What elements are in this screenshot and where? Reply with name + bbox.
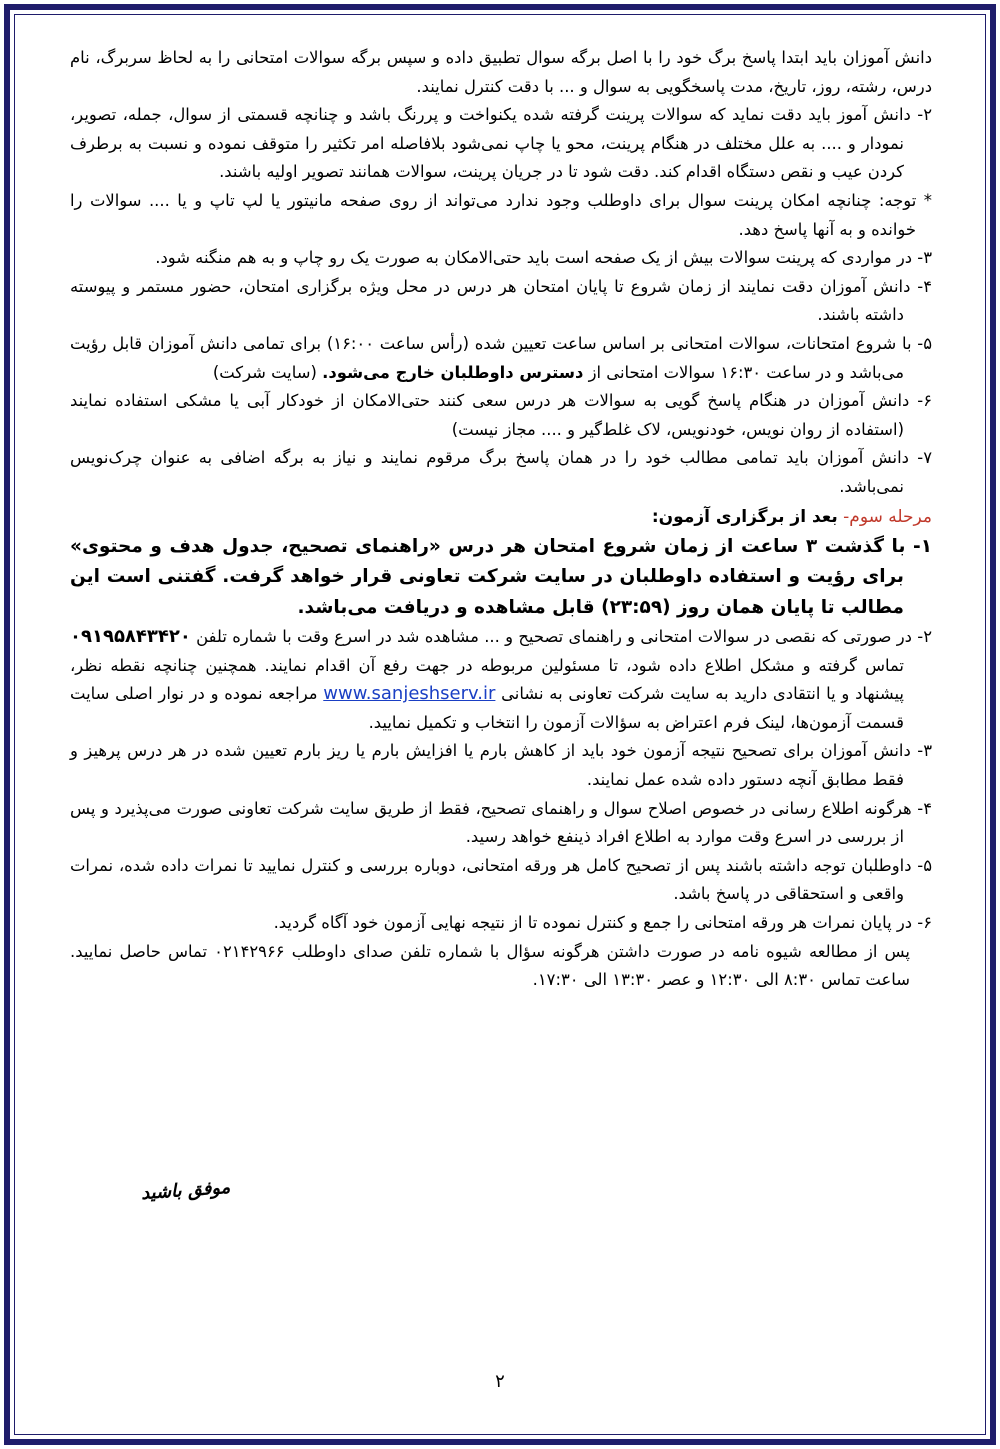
note-paragraph: * توجه: چنانچه امکان پرینت سوال برای داوطلب وجود ندارد می‌تواند از روی صفحه مانیتور یا لپ تاپ و یا .... سوالات را خوانده و به آنها پاسخ دهد. [70, 190, 932, 239]
list-item: ۷- دانش آموزان باید تمامی مطالب خود را در همان پاسخ برگ مرقوم نمایند و نیاز به برگه اضافی به عنوان چرک‌نویس نمی‌باشد. [70, 448, 932, 496]
section-label: مرحله سوم- [837, 506, 932, 527]
page-number: ۲ [495, 1371, 505, 1392]
item2-text-c: مراجعه نموده و در نوار اصلی سایت قسمت آزمون‌ها، لینک فرم اعتراض به سؤالات آزمون را انتخاب و تکمیل نمایید. [70, 684, 904, 732]
item2-text-b: تماس گرفته و مشکل اطلاع داده شود، تا مسئولین مربوطه در جهت رفع آن اقدام نمایند. همچنین چنانچه نقطه نظر، پیشنهاد و یا انتقادی دارید به سایت شرکت تعاونی به نشانی [70, 655, 904, 704]
list-item: ۴- دانش آموزان دقت نمایند از زمان شروع تا پایان امتحان هر درس در محل ویژه برگزاری امتحان، حضور مستمر و پیوسته داشته باشند. [70, 276, 932, 325]
section-heading [70, 502, 932, 532]
closing-paragraph: پس از مطالعه شیوه نامه در صورت داشتن هرگونه سؤال با شماره تلفن صدای داوطلب ۰۲۱۴۲۹۶۶ تماس حاصل نمایید. ساعت تماس ۸:۳۰ الی ۱۲:۳۰ و عصر ۱۳:۳۰ الی ۱۷:۳۰. [70, 941, 910, 990]
list-item [70, 330, 932, 387]
list-item [70, 623, 932, 737]
item5-text: ۵- با شروع امتحانات، سوالات امتحانی بر اساس ساعت تعیین شده (رأس ساعت ۱۶:۰۰) برای تمامی دانش آموزان قابل رؤیت می‌باشد و در ساعت ۱۶:۳۰ سوالات امتحانی از [70, 333, 932, 382]
list-item: ۱- با گذشت ۳ ساعت از زمان شروع امتحان هر درس «راهنمای تصحیح، جدول هدف و محتوی» برای رؤیت و استفاده داوطلبان در سایت شرکت تعاونی قرار خواهد گرفت. گفتنی است این مطالب تا پایان همان روز (۲۳:۵۹) قابل مشاهده و دریافت می‌باشد. [70, 535, 932, 618]
list-item: ۲- دانش آموز باید دقت نماید که سوالات پرینت گرفته شده یکنواخت و پررنگ باشد و چنانچه قسمتی از سوال، جمله، تصویر، نمودار و .... به علل مختلف در هنگام پرینت، محو یا چاپ نمی‌شود بلافاصله امر تکثیر را متوقف نموده و نسبت به برطرف کردن عیب و نقص دستگاه اقدام کند. دقت شود تا در جریان پرینت، سوالات همانند تصویر اولیه باشند. [70, 105, 932, 182]
website-link[interactable]: www.sanjeshserv.ir [323, 683, 496, 705]
item2-text-a: ۲- در صورتی که نقصی در سوالات امتحانی و راهنمای تصحیح و ... مشاهده شد در اسرع وقت با شماره تلفن [190, 627, 932, 646]
list-item: ۴- هرگونه اطلاع رسانی در خصوص اصلاح سوال و راهنمای تصحیح، فقط از طریق سایت شرکت تعاونی صورت می‌پذیرد و پس از بررسی در اسرع وقت موارد به اطلاع افراد ذینفع خواهد رسید. [70, 798, 932, 847]
list-item: ۳- در مواردی که پرینت سوالات بیش از یک صفحه است باید حتی‌الامکان به صورت یک رو چاپ و به هم منگنه شود. [155, 248, 932, 268]
item5-bold-text: دسترس داوطلبان خارج می‌شود. [322, 362, 584, 382]
section-title: بعد از برگزاری آزمون: [651, 506, 838, 527]
document-body [70, 44, 932, 995]
phone-number: ۰۹۱۹۵۸۴۳۴۲۰ [70, 626, 191, 647]
list-item: ۳- دانش آموزان برای تصحیح نتیجه آزمون خود باید از کاهش بارم یا افزایش بارم یا ریز بارم تعیین شده در هر درس پرهیز و فقط مطابق آنچه دستور داده شده عمل نمایند. [70, 741, 932, 789]
signature: موفق باشید [140, 1176, 231, 1205]
item5-suffix: (سایت شرکت) [212, 362, 323, 382]
list-item: ۶- دانش آموزان در هنگام پاسخ گویی به سوالات هر درس سعی کنند حتی‌الامکان از خودکار آبی یا مشکی استفاده نمایند (استفاده از روان نویس، خودنویس، لاک غلط‌گیر و .... مجاز نیست) [70, 391, 932, 439]
list-item: ۵- داوطلبان توجه داشته باشند پس از تصحیح کامل هر ورقه امتحانی، دوباره بررسی و کنترل نمایید تا نمرات داده شده، نمرات واقعی و استحقاقی در پاسخ باشد. [70, 855, 932, 904]
list-item: ۶- در پایان نمرات هر ورقه امتحانی را جمع و کنترل نموده تا از نتیجه نهایی آزمون خود آگاه گردید. [273, 912, 932, 932]
intro-paragraph: دانش آموزان باید ابتدا پاسخ برگ خود را با اصل برگه سوال تطبیق داده و سپس برگه سوالات امتحانی را به لحاظ سربرگ، نام درس، رشته، روز، تاریخ، مدت پاسخگویی به سوال و ... با دقت کنترل نمایند. [70, 48, 932, 96]
